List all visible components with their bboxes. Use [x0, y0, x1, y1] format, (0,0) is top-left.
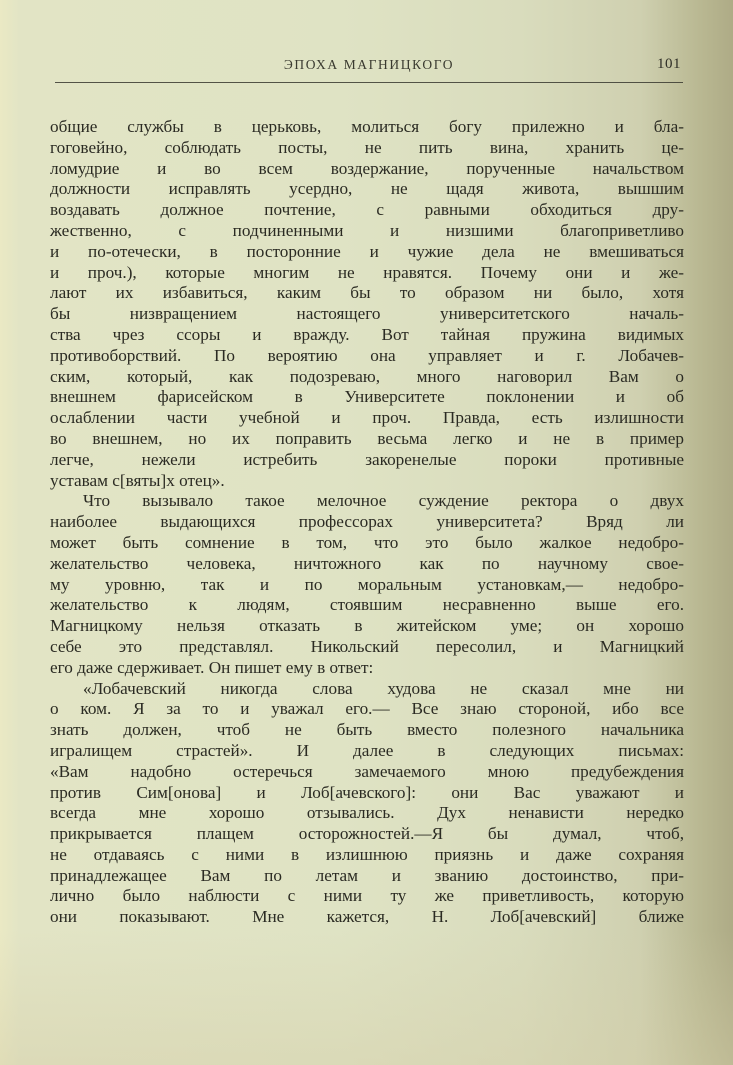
text-line: наиболее выдающихся профессорах университета? Вряд ли [50, 512, 684, 532]
text-line: должности исправлять усердно, не щадя живота, вышшим [50, 179, 684, 199]
text-line: его даже сдерживает. Он пишет ему в ответ: [50, 657, 374, 677]
text-line: общие службы в церьковь, молиться богу прилежно и бла- [50, 117, 684, 136]
text-line: о ком. Я за то и уважал его.— Все знаю стороной, ибо все [50, 699, 684, 719]
text-line: Магницкому нельзя отказать в житейском уме; он хорошо [50, 616, 684, 636]
text-line: уставам с[вяты]х отец». [50, 470, 225, 490]
text-line: Что вызывало такое мелочное суждение ректора о двух [83, 491, 684, 511]
text-line: может быть сомнение в том, что это было жалкое недобро- [50, 532, 684, 552]
text-line: внешнем фарисейском в Университете поклонении и об [50, 387, 684, 407]
header-rule [55, 82, 683, 83]
text-line: желательство человека, ничтожного как по научному свое- [50, 553, 684, 573]
text-line: противоборствий. По вероятию она управляет и г. Лобачев- [50, 345, 684, 365]
text-line: лают их избавиться, каким бы то образом ни было, хотя [50, 283, 684, 303]
text-line: себе это представлял. Никольский пересолил, и Магницкий [50, 636, 684, 656]
body-text [50, 117, 684, 928]
text-line: легче, нежели истребить закоренелые пороки противные [50, 449, 684, 469]
text-line: ским, который, как подозреваю, много наговорил Вам о [50, 366, 684, 386]
text-line: принадлежащее Вам по летам и званию достоинство, при- [50, 865, 684, 885]
text-line: ства чрез ссоры и вражду. Вот тайная пружина видимых [50, 324, 684, 344]
text-line: гоговейно, соблюдать посты, не пить вина, хранить це- [50, 137, 684, 157]
text-line: му уровню, так и по моральным установкам,— недобро- [50, 574, 684, 594]
page-number: 101 [657, 56, 681, 72]
text-line: и проч.), которые многим не нравятся. Почему они и же- [50, 262, 684, 282]
text-line: всегда мне хорошо отзывались. Дух ненависти нередко [50, 803, 684, 823]
text-line: они показывают. Мне кажется, Н. Лоб[ачевский] ближе [50, 907, 684, 927]
text-line: ломудрие и во всем воздержание, порученные начальством [50, 158, 684, 178]
text-line: прикрывается плащем осторожностей.—Я бы думал, чтоб, [50, 824, 684, 844]
text-line: «Вам надобно остеречься замечаемого мною предубеждения [50, 761, 684, 781]
text-line: желательство к людям, стоявшим несравненно выше его. [50, 595, 684, 615]
text-line: не отдаваясь с ними в излишнюю приязнь и даже сохраняя [50, 844, 684, 864]
text-line: бы низвращением настоящего университетского началь- [50, 304, 684, 324]
running-title: ЭПОХА МАГНИЦКОГО [283, 57, 455, 72]
text-line: ослаблении части учебной и проч. Правда, есть излишности [50, 408, 684, 428]
text-line: «Лобачевский никогда слова худова не сказал мне ни [83, 678, 684, 698]
text-line: против Сим[онова] и Лоб[ачевского]: они Вас уважают и [50, 782, 684, 802]
text-line: лично было наблюсти с ними ту же приветливость, которую [50, 886, 684, 906]
text-line: воздавать должное почтение, с равными обходиться дру- [50, 200, 684, 220]
text-line: во внешнем, но их поправить весьма легко и не в пример [50, 428, 684, 448]
text-line: жественно, с подчиненными и низшими благоприветливо [50, 220, 684, 240]
paper-shading [0, 930, 733, 1065]
text-line: игралищем страстей». И далее в следующих письмах: [50, 740, 684, 760]
text-line: и по-отечески, в посторонние и чужие дела не вмешиваться [50, 241, 684, 261]
running-head [55, 57, 683, 79]
text-line: знать должен, чтоб не быть вместо полезного начальника [50, 720, 684, 740]
